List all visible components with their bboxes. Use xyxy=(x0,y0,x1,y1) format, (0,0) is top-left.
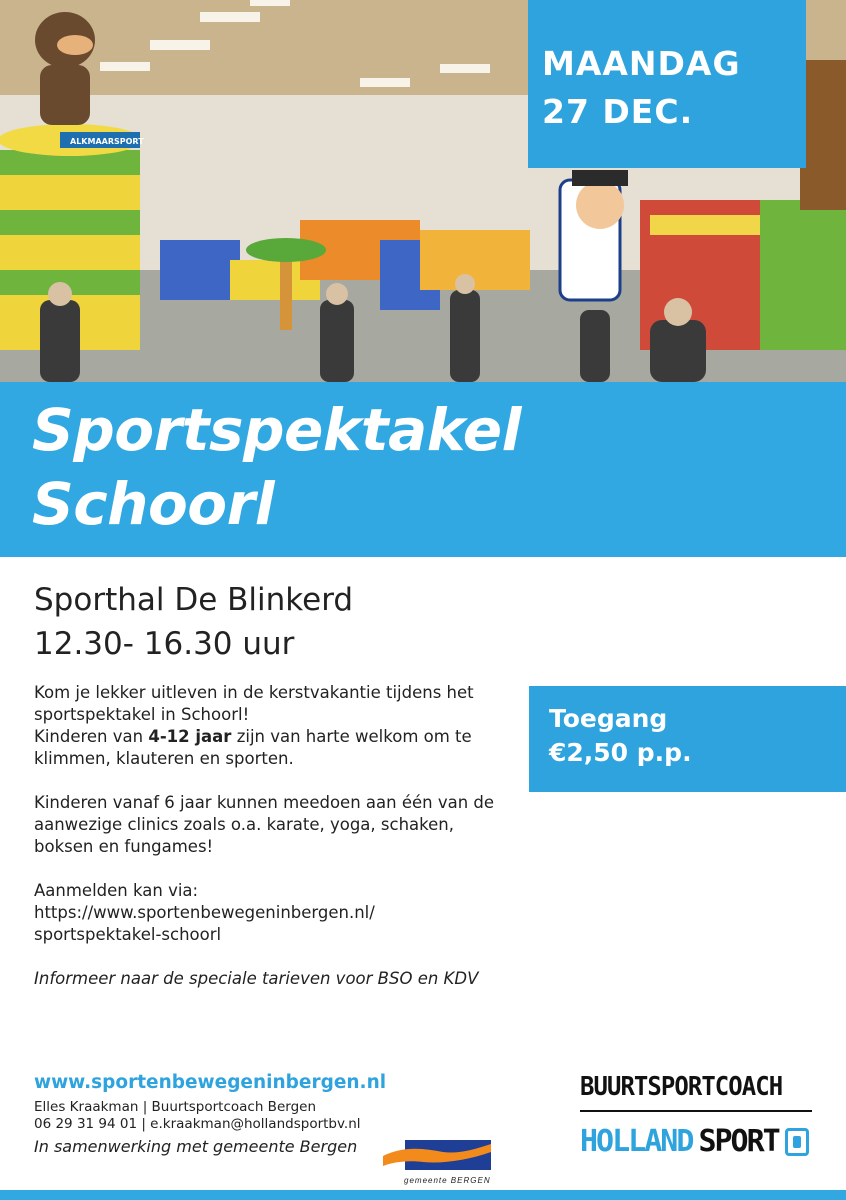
venue-block xyxy=(34,578,353,666)
intro-text: Kom je lekker uitleven in de kerstvakantie tijdens het sportspektakel in Schoorl! xyxy=(34,683,474,724)
signup-label: Aanmelden kan via: xyxy=(34,881,199,900)
footer-contact xyxy=(34,1072,386,1156)
contact-name: Elles Kraakman | Buurtsportcoach Bergen xyxy=(34,1099,316,1115)
partner-text: In samenwerking met gemeente Bergen xyxy=(34,1137,358,1156)
date-date: 27 DEC. xyxy=(542,92,694,131)
age-pre: Kinderen van xyxy=(34,727,149,746)
buurtsportcoach-logo: BUURTSPORTCOACH xyxy=(580,1072,783,1102)
intro-paragraph xyxy=(34,682,504,770)
holland-sport-icon xyxy=(785,1128,809,1156)
clinics-paragraph: Kinderen vanaf 6 jaar kunnen meedoen aan één van de aanwezige clinics zoals o.a. karate, yoga, schaken, boksen en fungames! xyxy=(34,793,495,856)
contact-phone-email: 06 29 31 94 01 | e.kraakman@hollandsportbv.nl xyxy=(34,1116,361,1132)
title-line-1: Sportspektakel xyxy=(32,396,522,464)
signup-url-2[interactable]: sportspektakel-schoorl xyxy=(34,925,222,944)
title-band xyxy=(0,382,846,557)
venue-name: Sporthal De Blinkerd xyxy=(34,582,354,618)
title-line-2: Schoorl xyxy=(32,470,275,538)
age-range: 4-12 jaar xyxy=(148,727,232,746)
description xyxy=(34,682,504,1012)
price-box xyxy=(529,686,846,792)
signup-paragraph xyxy=(34,880,504,946)
website-link[interactable]: www.sportenbewegeninbergen.nl xyxy=(34,1072,387,1093)
age-post: zijn van harte welkom om te klimmen, klauteren en sporten. xyxy=(34,727,472,768)
brand-divider xyxy=(580,1110,812,1112)
holland-sport-logo xyxy=(580,1124,820,1159)
price-value: €2,50 p.p. xyxy=(549,738,692,767)
sport-word: SPORT xyxy=(698,1124,779,1159)
hero-castle-label: ALKMAARSPORT xyxy=(70,137,144,146)
date-day: MAANDAG xyxy=(542,44,741,83)
bottom-bar xyxy=(0,1190,846,1200)
brand-block xyxy=(580,1072,820,1159)
date-box xyxy=(528,0,806,168)
rates-note: Informeer naar de speciale tarieven voor BSO en KDV xyxy=(34,969,479,988)
signup-url-1[interactable]: https://www.sportenbewegeninbergen.nl/ xyxy=(34,903,375,922)
price-label: Toegang xyxy=(549,704,668,733)
holland-word: HOLLAND xyxy=(580,1124,693,1159)
event-time: 12.30- 16.30 uur xyxy=(34,626,295,662)
gemeente-label: gemeente BERGEN xyxy=(404,1176,491,1185)
